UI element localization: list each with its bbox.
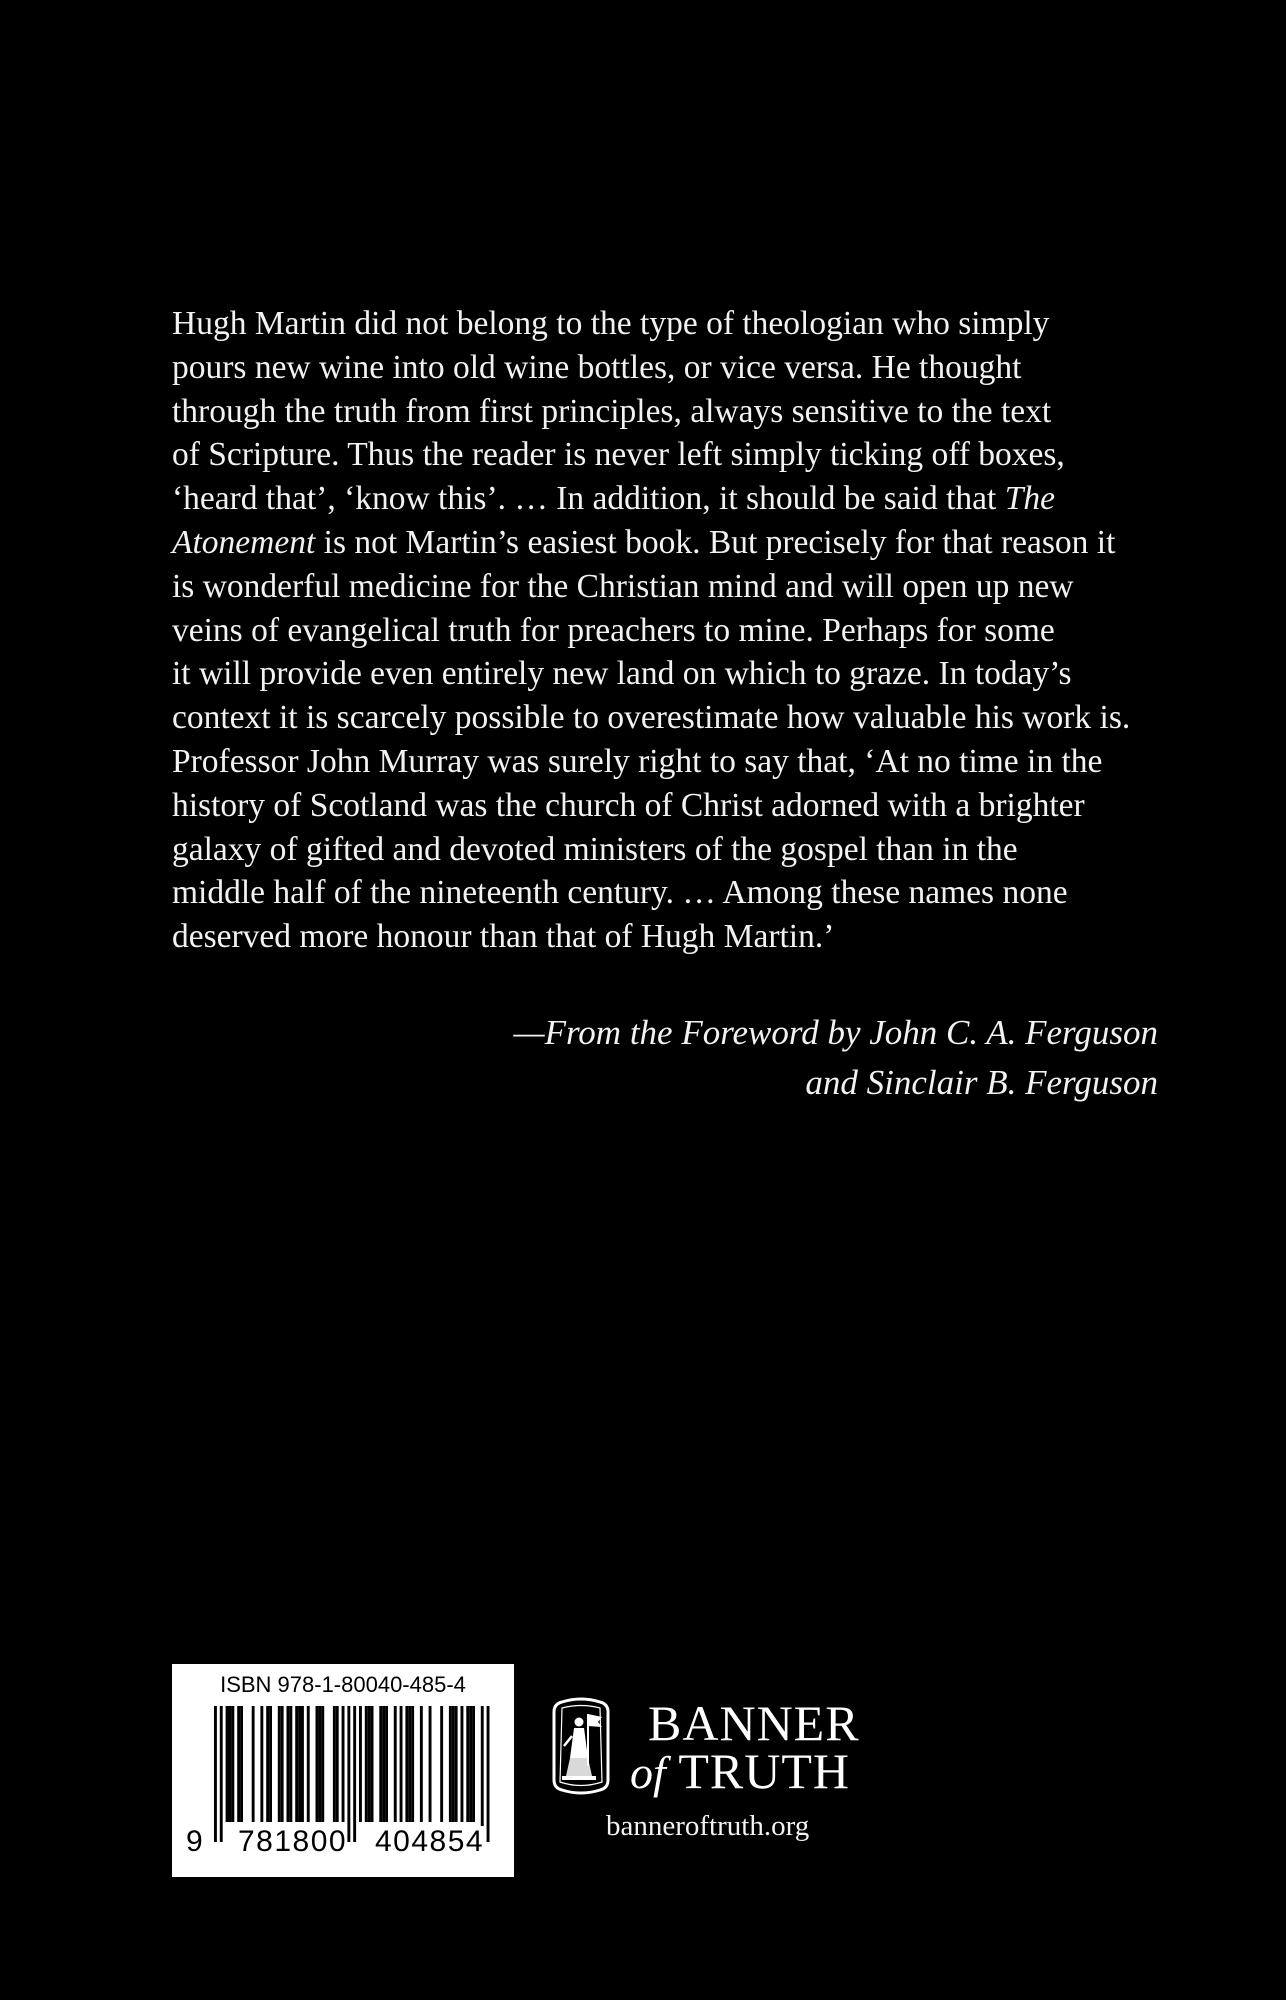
barcode-bar — [289, 1706, 292, 1822]
barcode-bar — [359, 1706, 362, 1822]
publisher-website: banneroftruth.org — [606, 1810, 810, 1842]
barcode-guard-bar — [353, 1706, 356, 1842]
barcode-guard-bar — [487, 1706, 490, 1842]
blurb-line: context it is scarcely possible to overestimate how valuable his work is. — [172, 699, 1131, 737]
attribution-line: and Sinclair B. Ferguson — [805, 1063, 1158, 1102]
barcode-bar — [411, 1706, 414, 1822]
barcode-bar — [281, 1706, 284, 1822]
barcode-bar — [452, 1706, 455, 1822]
barcode-bar — [371, 1706, 374, 1822]
barcode-bar — [466, 1706, 469, 1822]
isbn-barcode — [172, 1664, 514, 1877]
barcode-bar — [321, 1706, 324, 1822]
publisher-name-truth-line — [630, 1744, 850, 1800]
blurb-line-text: is not Martin’s easiest book. But precisely for that reason it — [315, 523, 1116, 561]
barcode-bar — [368, 1706, 371, 1822]
barcode-bar — [229, 1706, 232, 1822]
barcode-bar — [278, 1706, 281, 1822]
publisher-name-banner: BANNER — [648, 1695, 860, 1751]
barcode-bar — [307, 1706, 310, 1822]
barcode-bar — [461, 1706, 464, 1822]
blurb-line: pours new wine into old wine bottles, or vice versa. He thought — [172, 348, 1022, 386]
book-title-part: Atonement — [172, 523, 316, 561]
barcode-bar — [385, 1706, 388, 1822]
barcode-bar — [440, 1706, 443, 1822]
barcode-bar — [365, 1706, 368, 1822]
blurb-line: it will provide even entirely new land on which to graze. In today’s — [172, 655, 1072, 693]
blurb-line — [172, 521, 1172, 565]
barcode-bar — [472, 1706, 475, 1822]
barcode-bar — [266, 1706, 269, 1822]
blurb-line: history of Scotland was the church of Christ adorned with a brighter — [172, 786, 1085, 824]
barcode-bar — [316, 1706, 319, 1822]
barcode-bar — [301, 1706, 304, 1822]
attribution-line: —From the Foreword by John C. A. Ferguson — [513, 1013, 1158, 1052]
barcode-bar — [318, 1706, 321, 1822]
barcode-bar — [382, 1706, 385, 1822]
barcode-bar — [420, 1706, 423, 1822]
barcode-guard-bar — [347, 1706, 350, 1842]
barcode-guard-bar — [481, 1706, 484, 1842]
barcode-bar — [240, 1706, 243, 1822]
blurb-line-text: ‘heard that’, ‘know this’. … In addition, it should be said that — [172, 480, 1005, 518]
barcode-bar — [269, 1706, 272, 1822]
barcode-bar — [469, 1706, 472, 1822]
blurb-line: of Scripture. Thus the reader is never left simply ticking off boxes, — [172, 436, 1065, 474]
blurb-line: middle half of the nineteenth century. … Among these names none — [172, 874, 1068, 912]
blurb-line: veins of evangelical truth for preachers to mine. Perhaps for some — [172, 611, 1055, 649]
barcode-bar — [237, 1706, 240, 1822]
barcode-bar — [342, 1706, 345, 1822]
barcode-guard-bar — [220, 1706, 223, 1842]
barcode-guard-bar — [214, 1706, 217, 1842]
barcode-bar — [394, 1706, 397, 1822]
foreword-attribution — [513, 1008, 1158, 1108]
blurb-line: deserved more honour than that of Hugh Martin.’ — [172, 918, 835, 956]
blurb-line: is wonderful medicine for the Christian mind and will open up new — [172, 567, 1074, 605]
barcode-bar — [287, 1706, 290, 1822]
barcode-bar — [333, 1706, 336, 1822]
barcode-bar — [252, 1706, 255, 1822]
publisher-name-of: of — [630, 1747, 666, 1798]
ean-left-digits: 781800 — [238, 1825, 348, 1858]
publisher-name-truth: TRUTH — [678, 1743, 851, 1799]
ean-first-digit: 9 — [186, 1825, 203, 1858]
ean-right-digits: 404854 — [375, 1825, 485, 1858]
blurb-line: through the truth from first principles, always sensitive to the text — [172, 392, 1052, 430]
barcode-bar — [405, 1706, 408, 1822]
barcode-bar — [455, 1706, 458, 1822]
barcode-bar — [295, 1706, 298, 1822]
barcode-bar — [226, 1706, 229, 1822]
banner-of-truth-emblem-icon — [548, 1696, 614, 1796]
blurb-line: Professor John Murray was surely right to say that, ‘At no time in the — [172, 742, 1103, 780]
barcode-bar — [408, 1706, 411, 1822]
barcode-bar — [379, 1706, 382, 1822]
blurb-line: galaxy of gifted and devoted ministers of the gospel than in the — [172, 830, 1018, 868]
barcode-bar — [449, 1706, 452, 1822]
isbn-label: ISBN 978-1-80040-485-4 — [220, 1672, 466, 1697]
barcode-bar — [336, 1706, 339, 1822]
barcode-bar — [298, 1706, 301, 1822]
barcode-bar — [429, 1706, 432, 1822]
publisher-logo — [548, 1695, 888, 1799]
blurb-line: Hugh Martin did not belong to the type of theologian who simply — [172, 305, 1050, 342]
barcode-bar — [260, 1706, 263, 1822]
blurb-quote — [172, 302, 1172, 959]
blurb-line — [172, 477, 1172, 521]
barcode-bar — [400, 1706, 403, 1822]
barcode-bar — [231, 1706, 234, 1822]
book-title-part: The — [1004, 480, 1055, 518]
